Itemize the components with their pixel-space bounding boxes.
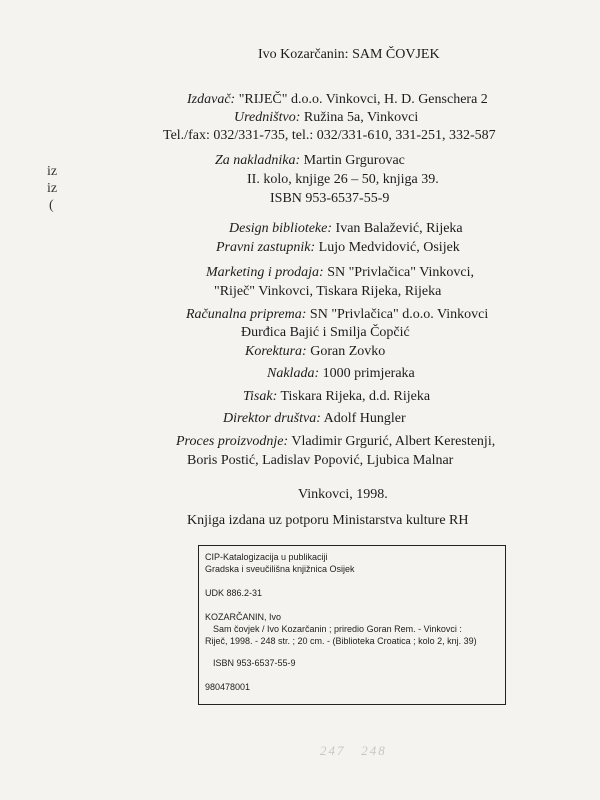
printing-line <box>243 389 430 405</box>
printing-label: Tisak: <box>243 389 278 404</box>
series-line: II. kolo, knjige 26 – 50, knjiga 39. <box>247 172 439 187</box>
margin-mark: iz <box>47 181 58 196</box>
editorial-label: Uredništvo: <box>234 110 301 125</box>
computer-prep-line-2: Đurđica Bajić i Smilja Čopčić <box>241 325 410 340</box>
margin-mark: ( <box>49 198 54 213</box>
marketing-line-1 <box>206 265 474 281</box>
design-name: Ivan Balažević, Rijeka <box>335 221 463 236</box>
production-line-2: Boris Postić, Ladislav Popović, Ljubica Malnar <box>187 453 454 468</box>
editorial-address: Ružina 5a, Vinkovci <box>303 110 419 125</box>
isbn-line: ISBN 953-6537-55-9 <box>270 191 390 206</box>
cip-udk: UDK 886.2-31 <box>205 588 263 598</box>
printing-name: Tiskara Rijeka, d.d. Rijeka <box>280 389 431 404</box>
computer-prep-line-1 <box>186 307 488 323</box>
proofreading-name: Goran Zovko <box>310 344 386 359</box>
place-year: Vinkovci, 1998. <box>298 487 388 502</box>
director-line <box>223 411 406 427</box>
print-run-label: Naklada: <box>267 366 320 381</box>
print-run-line <box>267 366 415 382</box>
cip-record-box <box>198 545 506 705</box>
cip-desc-1: Sam čovjek / Ivo Kozarčanin ; priredio Goran Rem. - Vinkovci : <box>213 624 462 634</box>
legal-name: Lujo Medvidović, Osijek <box>318 240 460 255</box>
computer-prep-line1: SN "Privlačica" d.o.o. Vinkovci <box>309 307 489 322</box>
director-name: Adolf Hungler <box>323 411 406 426</box>
production-line1: Vladimir Grgurić, Albert Kerestenji, <box>291 434 496 449</box>
print-run-value: 1000 primjeraka <box>322 366 415 381</box>
marketing-line-2: "Riječ" Vinkovci, Tiskara Rijeka, Rijeka <box>214 284 442 299</box>
bleed-through-mark: 247 248 <box>320 743 387 758</box>
design-line <box>229 221 463 237</box>
design-label: Design biblioteke: <box>229 221 333 236</box>
director-label: Direktor društva: <box>223 411 321 426</box>
proofreading-label: Korektura: <box>245 344 307 359</box>
marketing-label: Marketing i prodaja: <box>206 265 324 280</box>
legal-label: Pravni zastupnik: <box>216 240 316 255</box>
book-title-line: Ivo Kozarčanin: SAM ČOVJEK <box>258 47 440 62</box>
publisher-line <box>187 92 488 108</box>
contact-line: Tel./fax: 032/331-735, tel.: 032/331-610, 331-251, 332-587 <box>163 128 496 143</box>
legal-line <box>216 240 460 256</box>
margin-mark: iz <box>47 164 58 179</box>
production-label: Proces proizvodnje: <box>176 434 289 449</box>
for-publisher-label: Za nakladnika: <box>215 153 301 168</box>
cip-number: 980478001 <box>205 682 251 692</box>
for-publisher-line <box>215 153 405 169</box>
support-note: Knjiga izdana uz potporu Ministarstva kulture RH <box>187 513 469 528</box>
editorial-line <box>234 110 418 126</box>
marketing-line1: SN "Privlačica" Vinkovci, <box>327 265 474 280</box>
cip-desc-2: Riječ, 1998. - 248 str. ; 20 cm. - (Biblioteka Croatica ; kolo 2, knj. 39) <box>205 636 477 646</box>
production-line-1 <box>176 434 495 450</box>
cip-line-1: CIP-Katalogizacija u publikaciji <box>205 552 328 562</box>
publisher-name: "RIJEČ" d.o.o. Vinkovci, H. D. Genschera 2 <box>238 92 488 107</box>
publisher-label: Izdavač: <box>187 92 236 107</box>
proofreading-line <box>245 344 385 360</box>
for-publisher-name: Martin Grgurovac <box>303 153 405 168</box>
cip-author: KOZARČANIN, Ivo <box>205 612 282 622</box>
cip-isbn: ISBN 953-6537-55-9 <box>213 658 296 668</box>
cip-line-2: Gradska i sveučilišna knjižnica Osijek <box>205 564 355 574</box>
computer-prep-label: Računalna priprema: <box>186 307 307 322</box>
